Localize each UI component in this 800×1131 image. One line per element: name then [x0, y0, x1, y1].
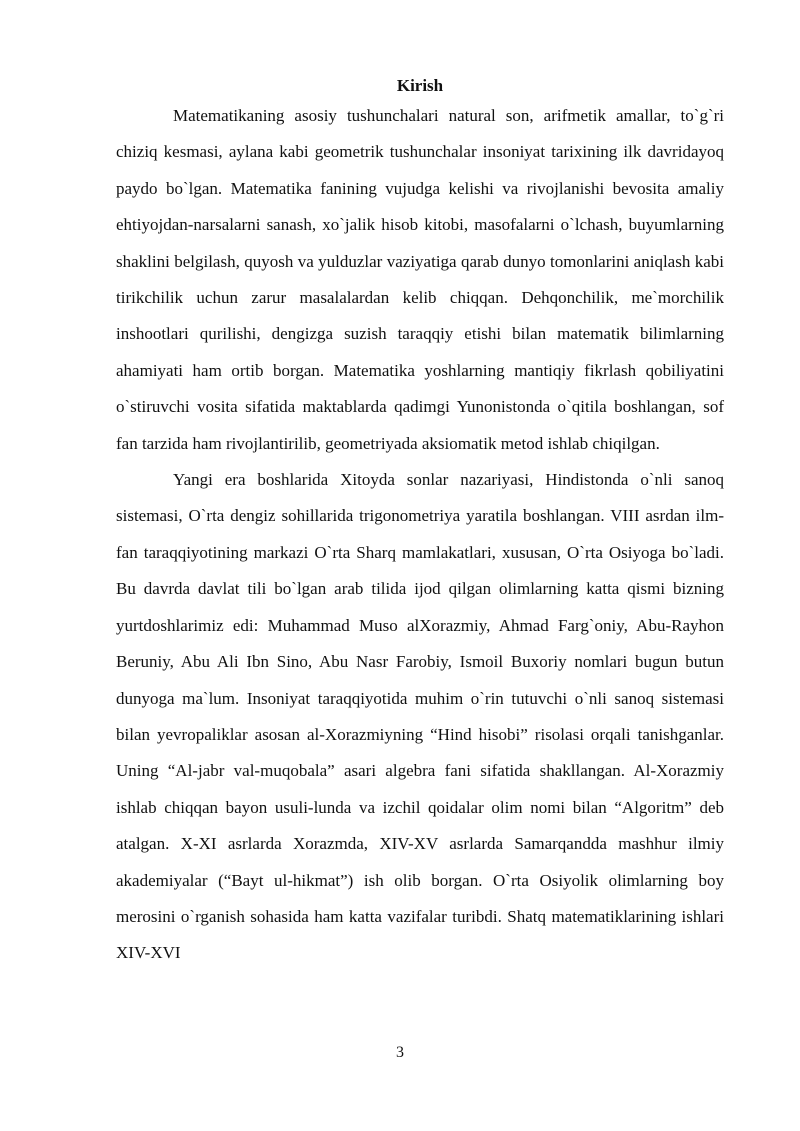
- section-title: Kirish: [396, 76, 444, 95]
- page-number: 3: [396, 1044, 404, 1061]
- document-page: [116, 62, 724, 972]
- paragraph-history: Yangi era boshlarida Xitoyda sonlar nazariyasi, Hindistonda o`nli sanoq sistemasi, O`rta dengiz sohillarida trigonometriya yaratila boshlangan. VIII asrdan ilm-fan taraqqiyotining markazi O`rta Sharq mamlakatlari, xususan, O`rta Osiyoga bo`ladi. Bu davrda davlat tili bo`lgan arab tilida ijod qilgan olimlarning katta qismi bizning yurtdoshlarimiz edi: Muhammad Muso alXorazmiy, Ahmad Farg`oniy, Abu-Rayhon Beruniy, Abu Ali Ibn Sino, Abu Nasr Farobiy, Ismoil Buxoriy nomlari bugun butun dunyoga ma`lum. Insoniyat taraqqiyotida muhim o`rin tutuvchi o`nli sanoq sistemasi bilan yevropaliklar asosan al-Xorazmiyning “Hind hisobi” risolasi orqali tanishganlar. Uning “Al-jabr val-muqobala” asari algebra fani sifatida shakllangan. Al-Xorazmiy ishlab chiqqan bayon usuli-lunda va izchil qoidalar olim nomi bilan “Algoritm” deb atalgan. X-XI asrlarda Xorazmda, XIV-XV asrlarda Samarqandda mashhur ilmiy akademiyalar (“Bayt ul-hikmat”) ish olib borgan. O`rta Osiyolik olimlarning boy merosini o`rganish sohasida ham katta vazifalar turibdi. Shatq matematiklarining ishlari XIV-XVI: [116, 470, 724, 963]
- paragraph-intro: Matematikaning asosiy tushunchalari natural son, arifmetik amallar, to`g`ri chiziq kesmasi, aylana kabi geometrik tushunchalar insoniyat tarixining ilk davridayoq paydo bo`lgan. Matematika fanining vujudga kelishi va rivojlanishi bevosita amaliy ehtiyojdan-narsalarni sanash, xo`jalik hisob kitobi, masofalarni o`lchash, buyumlarning shaklini belgilash, quyosh va yulduzlar vaziyatiga qarab dunyo tomonlarini aniqlash kabi tirikchilik uchun zarur masalalardan kelib chiqqan. Dehqonchilik, me`morchilik inshootlari qurilishi, dengizga suzish taraqqiy etishi bilan matematik bilimlarning ahamiyati ham ortib borgan. Matematika yoshlarning mantiqiy fikrlash qobiliyatini o`stiruvchi vosita sifatida maktablarda qadimgi Yunonistonda o`qitila boshlangan, sof fan tarzida ham rivojlantirilib, geometriyada aksiomatik metod ishlab chiqilgan.: [116, 106, 724, 453]
